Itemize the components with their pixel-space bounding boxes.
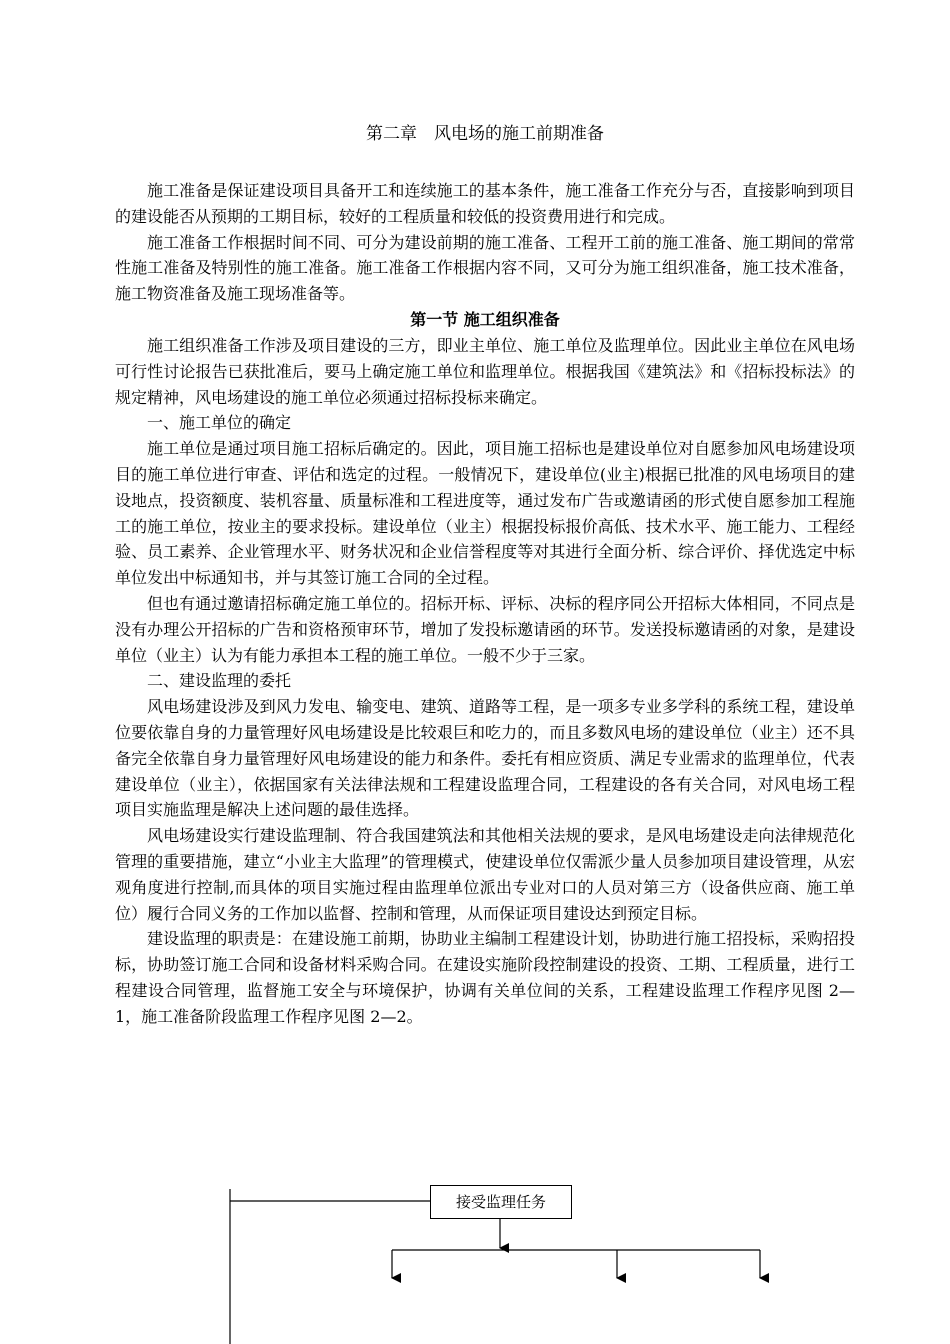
- subheading-construction-unit: 一、施工单位的确定: [147, 413, 292, 433]
- flow-box-accept-task: 接受监理任务: [430, 1185, 572, 1219]
- document-page: [115, 120, 855, 1030]
- section-paragraph-2: 施工单位是通过项目施工招标后确定的。因此，项目施工招标也是建设单位对自愿参加风电场建设项目的施工单位进行审查、评估和选定的过程。一般情况下，建设单位(业主)根据已批准的风电场项目的建设地点，投资额度、装机容量、质量标准和工程进度等，通过发布广告或邀请函的形式使自愿参加工程施工的施工单位，按业主的要求投标。建设单位（业主）根据投标报价高低、技术水平、施工能力、工程经验、员工素养、企业管理水平、财务状况和企业信誉程度等对其进行全面分析、综合评价、择优选定中标单位发出中标通知书，并与其签订施工合同的全过程。: [115, 439, 855, 588]
- chapter-title: 第二章 风电场的施工前期准备: [366, 124, 604, 144]
- section-paragraph-6: 建设监理的职责是：在建设施工前期，协助业主编制工程建设计划，协助进行施工招投标，采购招投标，协助签订施工合同和设备材料采购合同。在建设实施阶段控制建设的投资、工期、工程质量，进行工程建设合同管理，监督施工安全与环境保护，协调有关单位间的关系，工程建设监理工作程序见图 2—1，施工准备阶段监理工作程序见图 2—2。: [115, 929, 855, 1026]
- section-paragraph-1: 施工组织准备工作涉及项目建设的三方，即业主单位、施工单位及监理单位。因此业主单位在风电场可行性讨论报告已获批准后，要马上确定施工单位和监理单位。根据我国《建筑法》和《招标投标法》的规定精神，风电场建设的施工单位必须通过招标投标来确定。: [115, 335, 855, 407]
- section-paragraph-3: 但也有通过邀请招标确定施工单位的。招标开标、评标、决标的程序同公开招标大体相同，不同点是没有办理公开招标的广告和资格预审环节，增加了发投标邀请函的环节。发送投标邀请函的对象，是建设单位（业主）认为有能力承担本工程的施工单位。一般不少于三家。: [115, 593, 855, 665]
- section-title: 第一节 施工组织准备: [410, 309, 560, 329]
- section-paragraph-4: 风电场建设涉及到风力发电、输变电、建筑、道路等工程，是一项多专业多学科的系统工程，建设单位要依靠自身的力量管理好风电场建设是比较艰巨和吃力的，而且多数风电场的建设单位（业主）还不具备完全依靠自身力量管理好风电场建设的能力和条件。委托有相应资质、满足专业需求的监理单位，代表建设单位（业主），依据国家有关法律法规和工程建设监理合同，工程建设的各有关合同，对风电场工程项目实施监理是解决上述问题的最佳选择。: [115, 697, 855, 820]
- subheading-supervision: 二、建设监理的委托: [147, 671, 292, 691]
- intro-paragraph-2: 施工准备工作根据时间不同、可分为建设前期的施工准备、工程开工前的施工准备、施工期间的常常性施工准备及特别性的施工准备。施工准备工作根据内容不同，又可分为施工组织准备，施工技术准备，施工物资准备及施工现场准备等。: [115, 232, 855, 304]
- intro-paragraph-1: 施工准备是保证建设项目具备开工和连续施工的基本条件，施工准备工作充分与否，直接影响到项目的建设能否从预期的工期目标，较好的工程质量和较低的投资费用进行和完成。: [115, 181, 855, 226]
- section-paragraph-5: 风电场建设实行建设监理制、符合我国建筑法和其他相关法规的要求，是风电场建设走向法律规范化管理的重要措施，建立“小业主大监理”的管理模式，使建设单位仅需派少量人员参加项目建设管理，从宏观角度进行控制,而具体的项目实施过程由监理单位派出专业对口的人员对第三方（设备供应商、施工单位）履行合同义务的工作加以监督、控制和管理，从而保证项目建设达到预定目标。: [115, 826, 855, 923]
